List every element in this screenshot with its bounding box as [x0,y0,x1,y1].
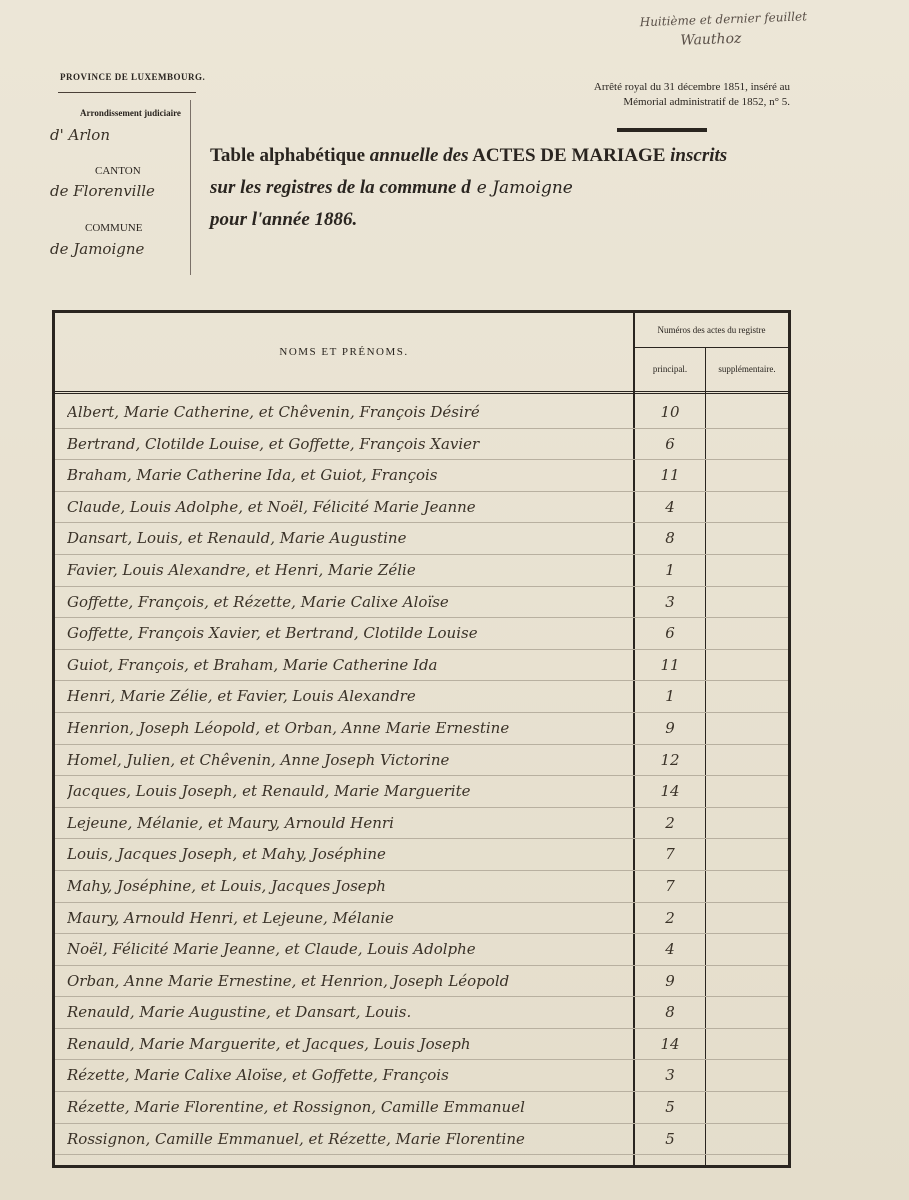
row-names: Henrion, Joseph Léopold, et Orban, Anne Marie Ernestine [67,718,510,737]
province-divider [58,92,196,93]
row-names: Henri, Marie Zélie, et Favier, Louis Alexandre [67,687,416,706]
table-row [55,587,788,619]
table-row [55,492,788,524]
row-names: Albert, Marie Catherine, et Chêvenin, François Désiré [67,403,480,421]
table-row [55,681,788,713]
row-names: Dansart, Louis, et Renauld, Marie Augustine [67,529,407,548]
title-commune: e Jamoigne [476,178,573,198]
table-row [55,713,788,745]
table-row [55,1060,788,1092]
row-names: Mahy, Joséphine, et Louis, Jacques Joseph [67,876,386,895]
row-names: Orban, Anne Marie Ernestine, et Henrion, Joseph Léopold [67,971,510,990]
table-row [55,871,788,903]
title-part-2: annuelle des [369,145,469,166]
title-part-6: pour l'année 1886. [210,209,358,230]
top-note-line-2: Wauthoz [680,30,742,49]
row-principal-number: 3 [665,1066,675,1085]
table-row [55,1124,788,1156]
table-row [55,429,788,461]
row-principal-number: 10 [660,403,680,421]
row-principal-number: 6 [665,434,675,453]
title-accent-rule [617,128,707,132]
row-names: Bertrand, Clotilde Louise, et Goffette, François Xavier [67,434,480,453]
table-row [55,776,788,808]
commune-value: de Jamoigne [50,240,145,258]
title-part-1: Table alphabétique [210,145,366,166]
table-row [55,934,788,966]
row-principal-number: 14 [660,1034,680,1053]
col-header-numbers: Numéros des actes du registre [635,313,788,348]
row-principal-number: 8 [665,529,675,548]
top-handwritten-note [639,4,880,52]
row-names: Guiot, François, et Braham, Marie Catherine Ida [67,655,438,674]
title-line-1 [210,140,810,172]
marriage-table [52,310,791,1168]
table-row [55,966,788,998]
col-header-names: NOMS ET PRÉNOMS. [55,313,635,391]
row-principal-number: 1 [665,687,675,706]
row-principal-number: 3 [665,592,675,611]
row-names: Louis, Jacques Joseph, et Mahy, Joséphine [67,845,386,864]
table-row [55,808,788,840]
row-principal-number: 2 [665,908,675,927]
table-row [55,460,788,492]
row-principal-number: 7 [665,876,675,895]
page-title [210,140,810,236]
table-row [55,555,788,587]
row-names: Favier, Louis Alexandre, et Henri, Marie Zélie [67,560,416,579]
left-block-divider [190,100,191,275]
row-names: Rossignon, Camille Emmanuel, et Rézette, Marie Florentine [67,1129,525,1148]
row-principal-number: 2 [665,813,675,832]
row-principal-number: 6 [665,624,675,643]
table-row [55,618,788,650]
title-part-4: inscrits [670,145,728,166]
title-line-3 [210,204,810,236]
table-row [55,1029,788,1061]
table-row [55,523,788,555]
row-principal-number: 4 [665,940,675,959]
row-names: Claude, Louis Adolphe, et Noël, Félicité Marie Jeanne [67,497,476,516]
arrete-reference [530,80,790,110]
top-note-line-1: Huitième et dernier feuillet [639,9,808,30]
table-row [55,745,788,777]
row-names: Braham, Marie Catherine Ida, et Guiot, François [67,466,438,485]
row-names: Lejeune, Mélanie, et Maury, Arnould Henri [67,813,394,832]
table-row [55,650,788,682]
table-row [55,839,788,871]
table-body [55,397,788,1155]
canton-label: CANTON [95,165,141,177]
province-label: PROVINCE DE LUXEMBOURG. [60,72,206,82]
row-names: Homel, Julien, et Chêvenin, Anne Joseph Victorine [67,750,450,769]
row-principal-number: 11 [660,466,680,485]
title-line-2 [210,172,810,204]
table-row [55,397,788,429]
row-names: Jacques, Louis Joseph, et Renauld, Marie Marguerite [67,782,471,801]
row-principal-number: 14 [660,782,680,801]
row-names: Maury, Arnould Henri, et Lejeune, Mélanie [67,908,394,927]
arrondissement-value: d' Arlon [50,126,110,144]
row-principal-number: 5 [665,1098,675,1117]
table-row [55,997,788,1029]
row-names: Rézette, Marie Florentine, et Rossignon, Camille Emmanuel [67,1098,525,1117]
row-principal-number: 5 [665,1129,675,1148]
row-principal-number: 1 [665,560,675,579]
row-names: Rézette, Marie Calixe Aloïse, et Goffette, François [67,1066,449,1085]
title-part-3: ACTES DE MARIAGE [472,145,666,166]
table-header [55,313,788,394]
row-names: Goffette, François, et Rézette, Marie Calixe Aloïse [67,592,449,611]
arrete-line-1: Arrêté royal du 31 décembre 1851, inséré au [593,81,790,93]
row-principal-number: 7 [665,845,675,864]
row-names: Noël, Félicité Marie Jeanne, et Claude, Louis Adolphe [67,940,476,959]
row-principal-number: 4 [665,497,675,516]
row-names: Goffette, François Xavier, et Bertrand, Clotilde Louise [67,624,478,643]
arrondissement-label: Arrondissement judiciaire [80,108,181,118]
row-principal-number: 12 [660,750,680,769]
row-names: Renauld, Marie Marguerite, et Jacques, Louis Joseph [67,1034,471,1053]
arrete-line-2: Mémorial administratif de 1852, n° 5. [623,96,790,108]
row-principal-number: 8 [665,1003,675,1022]
row-principal-number: 9 [665,718,675,737]
table-row [55,1092,788,1124]
row-names: Renauld, Marie Augustine, et Dansart, Louis. [67,1003,412,1022]
col-header-supplementaire: supplémentaire. [718,364,776,374]
col-header-principal: principal. [635,348,706,391]
row-principal-number: 11 [660,655,680,674]
row-principal-number: 9 [665,971,675,990]
canton-value: de Florenville [50,182,155,200]
title-part-5: sur les registres de la commune d [210,177,471,198]
table-row [55,903,788,935]
commune-label: COMMUNE [85,222,143,234]
